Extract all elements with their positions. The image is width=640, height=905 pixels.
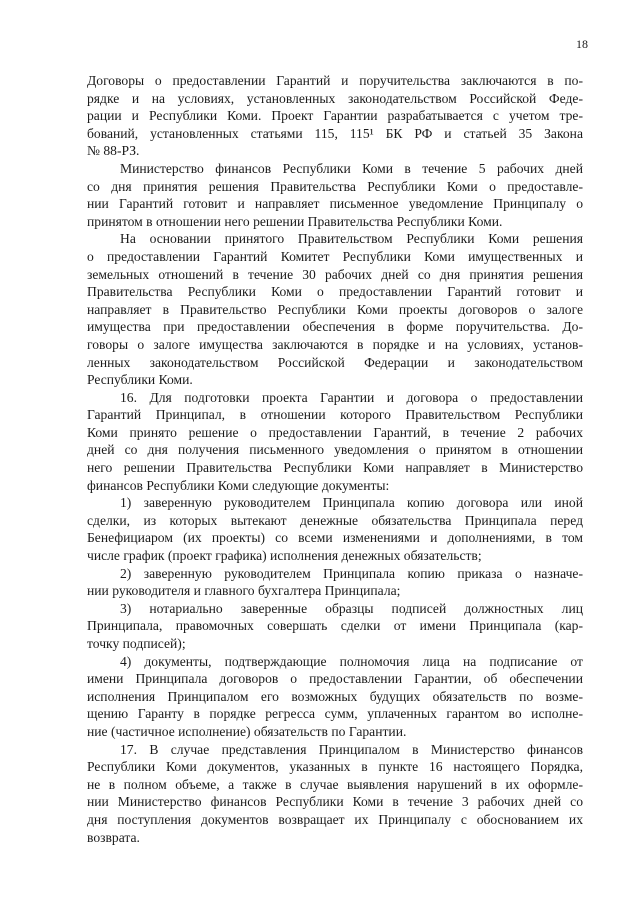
text-line: Договоры о предоставлении Гарантий и поручительства заключаются в по-	[87, 73, 583, 88]
text-line: нии Гарантий готовит и направляет письменное уведомление Принципалу о	[87, 196, 583, 212]
text-line: На основании принятого Правительством Республики Коми решения	[120, 231, 583, 247]
text-line: Правительства Республики Коми о предоставлении Гарантий готовит и	[87, 284, 583, 300]
text-line: говоры о залоге имущества заключаются в порядке и на условиях, установ-	[87, 336, 583, 352]
text-line: дня поступления документов возвращает их Принципалу с обоснованием их	[87, 811, 583, 827]
text-line: 1) заверенную руководителем Принципала копию договора или иной	[120, 495, 583, 511]
paragraph	[87, 741, 583, 847]
text-line: возврата.	[87, 829, 140, 845]
paragraph	[87, 230, 583, 388]
paragraph	[87, 494, 583, 564]
document-body	[87, 72, 583, 846]
text-line: о предоставлении Гарантий Комитет Республики Коми имущественных и	[87, 248, 583, 264]
text-line: нии Министерство финансов Республики Коми в течение 3 рабочих дней со	[87, 794, 583, 810]
text-line: дней со дня получения письменного уведомления о принятом в отношении	[87, 442, 583, 458]
paragraph	[87, 600, 583, 653]
text-line: со дня принятия решения Правительства Республики Коми о предоставле-	[87, 178, 583, 194]
paragraph	[87, 160, 583, 230]
text-line: рации и Республики Коми. Проект Гарантии разрабатывается с учетом тре-	[87, 108, 583, 124]
text-line: исполнения Принципалом его возможных будущих обязательств по возме-	[87, 688, 583, 704]
text-line: земельных отношений в течение 30 рабочих дней со дня принятия решения	[87, 266, 583, 282]
text-line: бований, установленных статьями 115, 115¹ БК РФ и статьей 35 Закона	[87, 125, 583, 141]
text-line: Принципала, правомочных совершать сделки от имени Принципала (кар-	[87, 618, 583, 634]
text-line: № 88-РЗ.	[87, 143, 140, 159]
text-line: точку подписей);	[87, 636, 186, 651]
paragraph	[87, 565, 583, 600]
text-line: Коми принято решение о предоставлении Гарантий, в течение 2 рабочих	[87, 424, 583, 440]
paragraph	[87, 653, 583, 741]
text-line: 3) нотариально заверенные образцы подписей должностных лиц	[120, 600, 583, 616]
text-line: ленных законодательством Российской Федерации и законодательством	[87, 354, 583, 370]
text-line: не в полном объеме, а также в случае выявления нарушений в их оформле-	[87, 776, 583, 792]
text-line: щению Гаранту в порядке регресса сумм, уплаченных гарантом во исполне-	[87, 706, 583, 722]
text-line: Гарантий Принципал, в отношении которого Правительством Республики	[87, 407, 583, 423]
text-line: Республики Коми.	[87, 372, 193, 388]
text-line: Бенефициаром (их проекты) со всеми изменениями и дополнениями, в том	[87, 530, 583, 546]
text-line: рядке и на условиях, установленных законодательством Российской Феде-	[87, 90, 583, 106]
text-line: него решении Правительства Республики Коми направляет в Министерство	[87, 460, 583, 476]
page-number: 18	[576, 37, 588, 51]
text-line: Министерство финансов Республики Коми в течение 5 рабочих дней	[120, 160, 583, 176]
text-line: принятом в отношении него решении Правительства Республики Коми.	[87, 213, 503, 229]
text-line: ние (частичное исполнение) обязательств по Гарантии.	[87, 723, 407, 739]
text-line: 16. Для подготовки проекта Гарантии и договора о предоставлении	[120, 389, 583, 405]
text-line: сделки, из которых вытекают денежные обязательства Принципала перед	[87, 512, 583, 528]
paragraph	[87, 72, 583, 160]
paragraph	[87, 389, 583, 495]
text-line: числе график (проект графика) исполнения денежных обязательств;	[87, 548, 482, 564]
text-line: имени Принципала договоров о предоставлении Гарантии, об обеспечении	[87, 671, 583, 687]
text-line: финансов Республики Коми следующие документы:	[87, 477, 390, 493]
text-line: Республики Коми документов, указанных в пункте 16 настоящего Порядка,	[87, 759, 583, 775]
text-line: 17. В случае представления Принципалом в Министерство финансов	[120, 741, 583, 757]
text-line: нии руководителя и главного бухгалтера Принципала;	[87, 583, 401, 599]
text-line: направляет в Правительство Республики Коми проекты договоров о залоге	[87, 301, 583, 317]
text-line: 2) заверенную руководителем Принципала копию приказа о назначе-	[120, 565, 583, 581]
text-line: 4) документы, подтверждающие полномочия лица на подписание от	[120, 653, 583, 669]
text-line: имущества при предоставлении обеспечения в форме поручительства. До-	[87, 319, 583, 335]
